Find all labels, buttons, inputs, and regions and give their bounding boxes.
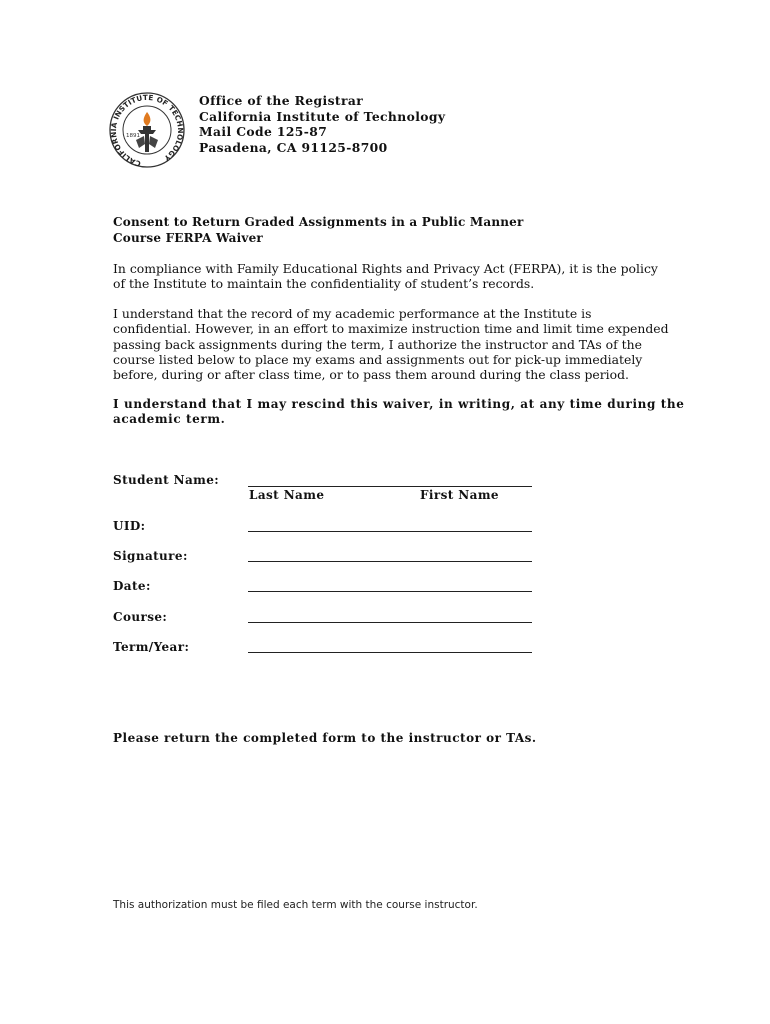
- course-line[interactable]: [248, 622, 532, 623]
- authorization-paragraph: [113, 306, 673, 382]
- first-name-caption: First Name: [420, 488, 499, 502]
- svg-text:CALIFORNIA INSTITUTE OF TECHNO: CALIFORNIA INSTITUTE OF TECHNOLOGY: [108, 92, 186, 169]
- term-year-line[interactable]: [248, 652, 532, 653]
- form-title: [113, 215, 524, 246]
- uid-line[interactable]: [248, 531, 532, 532]
- rescind-paragraph: [113, 397, 685, 428]
- paragraph-line: confidential. However, in an effort to maximize instruction time and limit time expended: [113, 321, 669, 337]
- paragraph-line: passing back assignments during the term, I authorize the instructor and TAs of the: [113, 336, 642, 352]
- return-instruction: Please return the completed form to the instructor or TAs.: [113, 731, 537, 745]
- term-year-label: Term/Year:: [113, 640, 190, 654]
- form-title-line: Consent to Return Graded Assignments in a Public Manner: [113, 215, 524, 229]
- last-name-caption: Last Name: [249, 488, 325, 502]
- office-line: Office of the Registrar: [199, 93, 364, 108]
- paragraph-line: I understand that I may rescind this waiver, in writing, at any time during the: [113, 397, 685, 411]
- paragraph-line: course listed below to place my exams and assignments out for pick-up immediately: [113, 351, 643, 367]
- paragraph-line: In compliance with Family Educational Rights and Privacy Act (FERPA), it is the policy: [113, 261, 658, 276]
- uid-label: UID:: [113, 519, 146, 533]
- compliance-paragraph: [113, 261, 673, 292]
- office-line: Pasadena, CA 91125-8700: [199, 139, 388, 155]
- paragraph-line: of the Institute to maintain the confidentiality of student’s records.: [113, 276, 535, 292]
- paragraph-line: academic term.: [113, 412, 226, 427]
- svg-text:1891: 1891: [126, 133, 140, 139]
- course-label: Course:: [113, 610, 168, 624]
- signature-line[interactable]: [248, 561, 532, 562]
- student-name-line[interactable]: [248, 486, 532, 487]
- date-label: Date:: [113, 579, 151, 593]
- date-line[interactable]: [248, 591, 532, 592]
- form-subtitle: Course FERPA Waiver: [113, 230, 263, 245]
- student-name-label: Student Name:: [113, 473, 220, 487]
- office-line: California Institute of Technology: [199, 108, 446, 124]
- paragraph-line: I understand that the record of my academic performance at the Institute is: [113, 306, 592, 321]
- paragraph-line: before, during or after class time, or to pass them around during the class period.: [113, 367, 629, 383]
- office-address: [199, 93, 445, 155]
- signature-label: Signature:: [113, 549, 188, 563]
- office-line: Mail Code 125-87: [199, 124, 328, 139]
- footer-note: This authorization must be filed each term with the course instructor.: [113, 899, 478, 911]
- caltech-seal: [108, 90, 186, 170]
